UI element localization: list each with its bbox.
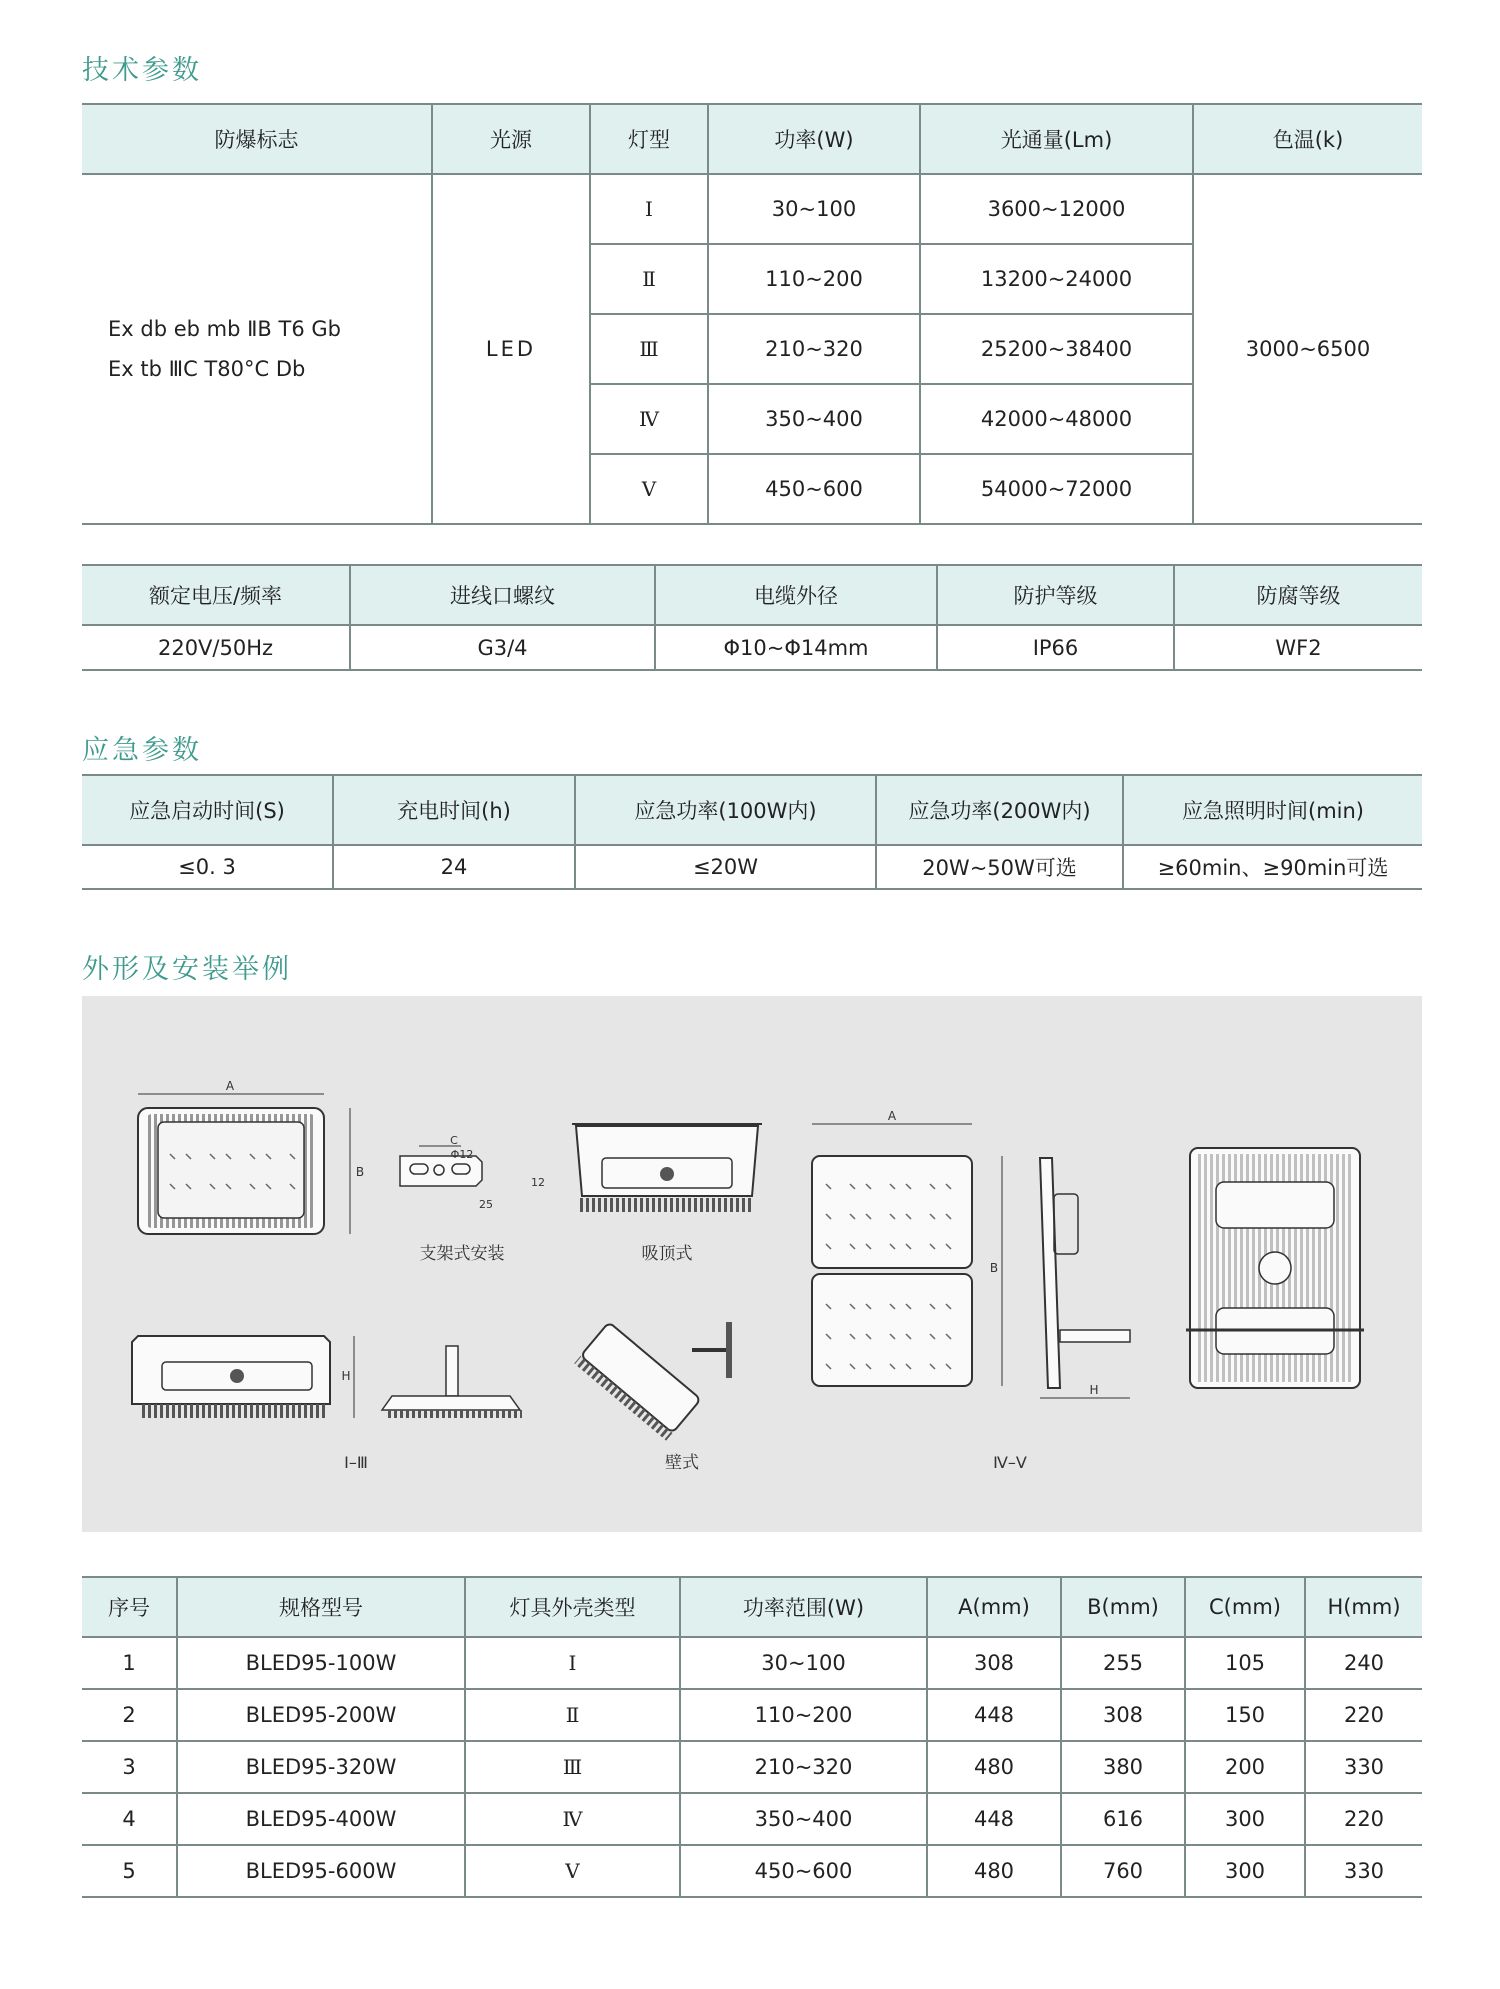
dim-label-a2: A — [887, 1109, 897, 1123]
dim-label-phi12: Φ12 — [450, 1148, 474, 1161]
cell-dim-c: 105 — [1185, 1637, 1305, 1689]
table-row — [82, 1741, 1422, 1793]
flux-cell: 13200~24000 — [920, 244, 1193, 314]
dim-label-a1: A — [225, 1079, 235, 1093]
flux-cell: 25200~38400 — [920, 314, 1193, 384]
power-cell: 30~100 — [708, 174, 920, 244]
flux-cell: 42000~48000 — [920, 384, 1193, 454]
cell-dim-c: 300 — [1185, 1793, 1305, 1845]
cell-dim-b: 616 — [1061, 1793, 1185, 1845]
section-title-dimensions: 外形及安装举例 — [82, 954, 292, 985]
lamp-type-cell: Ⅲ — [590, 314, 708, 384]
cell-power-range: 210~320 — [680, 1741, 927, 1793]
cell-dim-b: 255 — [1061, 1637, 1185, 1689]
cell-housing-type: Ⅲ — [465, 1741, 680, 1793]
cell-housing-type: Ⅱ — [465, 1689, 680, 1741]
cell-dim-a: 448 — [927, 1689, 1061, 1741]
lamp-type-cell: Ⅱ — [590, 244, 708, 314]
header-power: 功率(W) — [708, 104, 920, 174]
emergency-power-100-value: ≤20W — [575, 845, 876, 889]
header-dim-c: C(mm) — [1185, 1577, 1305, 1637]
dim-label-h1: H — [341, 1369, 351, 1383]
emergency-params-table — [82, 774, 1422, 890]
cell-dim-c: 200 — [1185, 1741, 1305, 1793]
cell-housing-type: Ⅰ — [465, 1637, 680, 1689]
cell-dim-a: 480 — [927, 1845, 1061, 1897]
cell-power-range: 30~100 — [680, 1637, 927, 1689]
cell-model: BLED95-320W — [177, 1741, 465, 1793]
dim-label-c: C — [450, 1134, 458, 1147]
installation-drawings — [82, 996, 1422, 1532]
flux-cell: 3600~12000 — [920, 174, 1193, 244]
voltage-value: 220V/50Hz — [82, 625, 350, 670]
color-temp-cell: 3000~6500 — [1193, 174, 1422, 524]
header-ex-mark: 防爆标志 — [82, 104, 432, 174]
emergency-duration-value: ≥60min、≥90min可选 — [1123, 845, 1422, 889]
table-row — [82, 1793, 1422, 1845]
back-view-large-drawing — [1186, 1148, 1364, 1388]
lamp-type-cell: Ⅰ — [590, 174, 708, 244]
dim-label-h2: H — [1089, 1383, 1099, 1397]
anticorrosion-value: WF2 — [1174, 625, 1422, 670]
cell-housing-type: Ⅴ — [465, 1845, 680, 1897]
header-emergency-duration: 应急照明时间(min) — [1123, 775, 1422, 845]
table-row — [82, 1845, 1422, 1897]
header-index: 序号 — [82, 1577, 177, 1637]
header-color-temp: 色温(k) — [1193, 104, 1422, 174]
dim-label-b2: B — [989, 1261, 999, 1275]
label-ceiling-mount: 吸顶式 — [641, 1244, 693, 1264]
installation-figure — [82, 996, 1422, 1532]
tech-params-table — [82, 103, 1422, 525]
light-source-cell: LED — [432, 174, 590, 524]
section-title-tech-params: 技术参数 — [82, 55, 202, 86]
header-light-source: 光源 — [432, 104, 590, 174]
cell-housing-type: Ⅳ — [465, 1793, 680, 1845]
header-flux: 光通量(Lm) — [920, 104, 1193, 174]
cable-diameter-value: Φ10~Φ14mm — [655, 625, 937, 670]
charge-time-value: 24 — [333, 845, 575, 889]
electrical-params-table — [82, 564, 1422, 671]
cell-power-range: 110~200 — [680, 1689, 927, 1741]
header-dim-h: H(mm) — [1305, 1577, 1422, 1637]
side-view-large-drawing — [1040, 1158, 1130, 1398]
header-charge-time: 充电时间(h) — [333, 775, 575, 845]
cell-index: 2 — [82, 1689, 177, 1741]
cell-dim-h: 240 — [1305, 1637, 1422, 1689]
side-bracket-drawing — [382, 1346, 522, 1418]
section-title-emergency: 应急参数 — [82, 735, 202, 766]
cell-dim-b: 380 — [1061, 1741, 1185, 1793]
cell-dim-h: 220 — [1305, 1689, 1422, 1741]
header-emergency-power-100: 应急功率(100W内) — [575, 775, 876, 845]
cell-dim-h: 330 — [1305, 1845, 1422, 1897]
table-row — [82, 1689, 1422, 1741]
emergency-start-value: ≤0. 3 — [82, 845, 333, 889]
cell-index: 3 — [82, 1741, 177, 1793]
header-emergency-start: 应急启动时间(S) — [82, 775, 333, 845]
header-thread: 进线口螺纹 — [350, 565, 655, 625]
protection-value: IP66 — [937, 625, 1174, 670]
header-voltage: 额定电压/频率 — [82, 565, 350, 625]
lamp-type-cell: Ⅳ — [590, 384, 708, 454]
cell-index: 1 — [82, 1637, 177, 1689]
header-protection: 防护等级 — [937, 565, 1174, 625]
cell-dim-c: 300 — [1185, 1845, 1305, 1897]
label-wall-mount: 壁式 — [665, 1453, 699, 1473]
dim-label-25: 25 — [479, 1198, 493, 1211]
dim-label-12: 12 — [531, 1176, 545, 1189]
cell-dim-a: 448 — [927, 1793, 1061, 1845]
cell-dim-h: 220 — [1305, 1793, 1422, 1845]
header-lamp-type: 灯型 — [590, 104, 708, 174]
cell-power-range: 450~600 — [680, 1845, 927, 1897]
wall-mount-drawing — [574, 1322, 732, 1441]
ceiling-mount-drawing — [572, 1124, 762, 1212]
ex-mark-line-1: Ex db eb mb ⅡB T6 Gb — [108, 317, 341, 341]
cell-dim-b: 308 — [1061, 1689, 1185, 1741]
cell-dim-c: 150 — [1185, 1689, 1305, 1741]
cell-dim-h: 330 — [1305, 1741, 1422, 1793]
cell-model: BLED95-600W — [177, 1845, 465, 1897]
cell-index: 4 — [82, 1793, 177, 1845]
label-type-4-5: Ⅳ–Ⅴ — [993, 1453, 1027, 1472]
header-dim-a: A(mm) — [927, 1577, 1061, 1637]
emergency-power-200-value: 20W~50W可选 — [876, 845, 1123, 889]
models-table — [82, 1576, 1422, 1898]
cell-model: BLED95-400W — [177, 1793, 465, 1845]
ex-mark-cell — [82, 174, 432, 524]
thread-value: G3/4 — [350, 625, 655, 670]
cell-power-range: 350~400 — [680, 1793, 927, 1845]
label-bracket-mount: 支架式安装 — [419, 1244, 505, 1264]
side-view-small-drawing — [132, 1336, 354, 1418]
cell-dim-b: 760 — [1061, 1845, 1185, 1897]
cell-model: BLED95-100W — [177, 1637, 465, 1689]
power-cell: 350~400 — [708, 384, 920, 454]
table-row — [82, 1637, 1422, 1689]
cell-index: 5 — [82, 1845, 177, 1897]
header-cable-diameter: 电缆外径 — [655, 565, 937, 625]
header-power-range: 功率范围(W) — [680, 1577, 927, 1637]
label-type-1-3: Ⅰ–Ⅲ — [344, 1453, 368, 1472]
power-cell: 110~200 — [708, 244, 920, 314]
lamp-type-cell: Ⅴ — [590, 454, 708, 524]
ex-mark-line-2: Ex tb ⅢC T80°C Db — [108, 357, 306, 381]
dim-label-b1: B — [355, 1165, 365, 1179]
header-housing-type: 灯具外壳类型 — [465, 1577, 680, 1637]
header-emergency-power-200: 应急功率(200W内) — [876, 775, 1123, 845]
cell-model: BLED95-200W — [177, 1689, 465, 1741]
cell-dim-a: 308 — [927, 1637, 1061, 1689]
front-view-small-drawing — [138, 1094, 350, 1234]
header-dim-b: B(mm) — [1061, 1577, 1185, 1637]
power-cell: 210~320 — [708, 314, 920, 384]
header-model: 规格型号 — [177, 1577, 465, 1637]
power-cell: 450~600 — [708, 454, 920, 524]
cell-dim-a: 480 — [927, 1741, 1061, 1793]
flux-cell: 54000~72000 — [920, 454, 1193, 524]
front-view-large-drawing — [812, 1124, 1002, 1386]
header-anticorrosion: 防腐等级 — [1174, 565, 1422, 625]
